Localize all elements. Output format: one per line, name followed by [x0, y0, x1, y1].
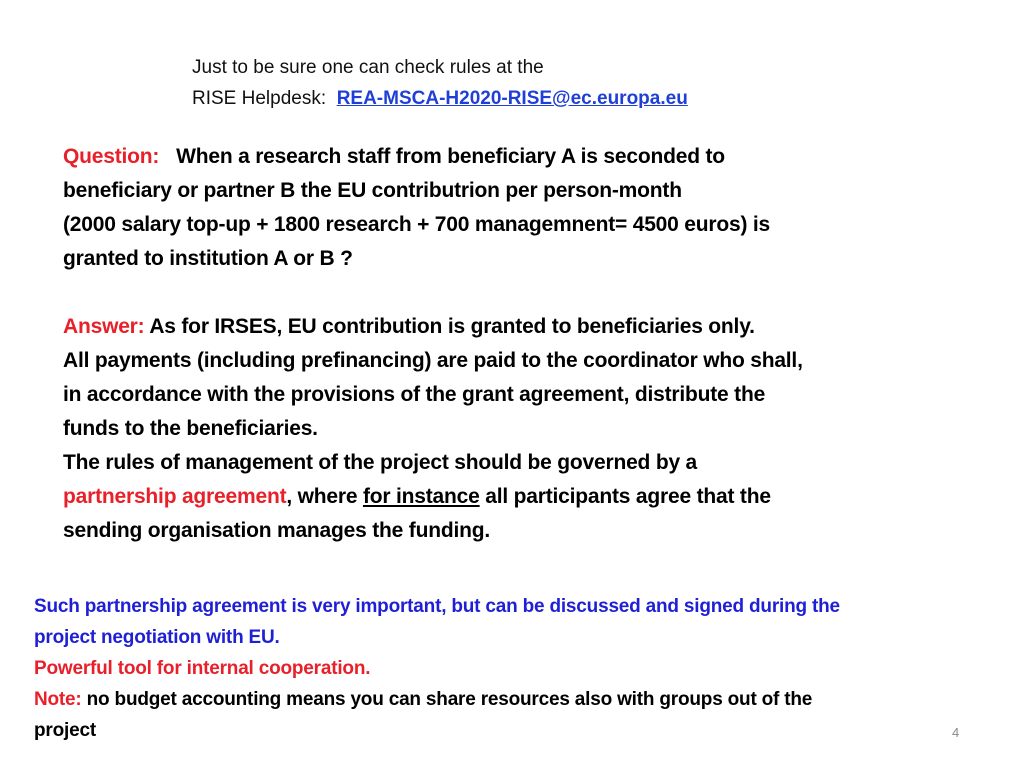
answer-line-4: funds to the beneficiaries.: [63, 417, 318, 440]
spacer: [63, 276, 993, 310]
note-label: Note:: [34, 689, 82, 710]
partnership-agreement-highlight: partnership agreement: [63, 485, 287, 508]
question-line-2: beneficiary or partner B the EU contributrion per person-month: [63, 179, 682, 202]
blue-note-line-2: project negotiation with EU.: [34, 627, 280, 648]
note-line-2: project: [34, 720, 96, 741]
question-label: Question:: [63, 145, 160, 168]
answer-text-1: As for IRSES, EU contribution is granted to beneficiaries only.: [149, 315, 755, 338]
question-line-3: (2000 salary top-up + 1800 research + 700 managemnent= 4500 euros) is: [63, 213, 770, 236]
answer-text-6-end: all participants agree that the: [479, 485, 771, 508]
helpdesk-email-link[interactable]: REA-MSCA-H2020-RISE@ec.europa.eu: [336, 88, 688, 109]
red-note-line: Powerful tool for internal cooperation.: [34, 658, 371, 679]
answer-line-2: All payments (including prefinancing) are paid to the coordinator who shall,: [63, 349, 803, 372]
question-line-1: [63, 140, 993, 174]
for-instance-underlined: for instance: [362, 485, 480, 508]
helpdesk-label: RISE Helpdesk:: [192, 88, 327, 109]
answer-line-1: [63, 310, 993, 344]
bottom-notes: [34, 591, 1004, 746]
answer-text-6-mid: , where: [286, 485, 363, 508]
helpdesk-line-1: Just to be sure one can check rules at the: [192, 57, 544, 78]
answer-label: Answer:: [63, 315, 145, 338]
question-text-1: When a research staff from beneficiary A is seconded to: [176, 145, 725, 168]
page-number: 4: [952, 725, 960, 740]
blue-note-line-1: Such partnership agreement is very important, but can be discussed and signed during the: [34, 596, 840, 617]
qa-block: [63, 140, 993, 548]
note-line-1: [34, 684, 1004, 715]
answer-line-3: in accordance with the provisions of the grant agreement, distribute the: [63, 383, 766, 406]
helpdesk-note: [192, 52, 688, 114]
answer-line-7: sending organisation manages the funding.: [63, 519, 490, 542]
question-line-4: granted to institution A or B ?: [63, 247, 353, 270]
answer-line-6: [63, 480, 993, 514]
note-text-1: no budget accounting means you can share resources also with groups out of the: [86, 689, 813, 710]
answer-line-5: The rules of management of the project should be governed by a: [63, 451, 698, 474]
helpdesk-line-2: [192, 83, 688, 114]
